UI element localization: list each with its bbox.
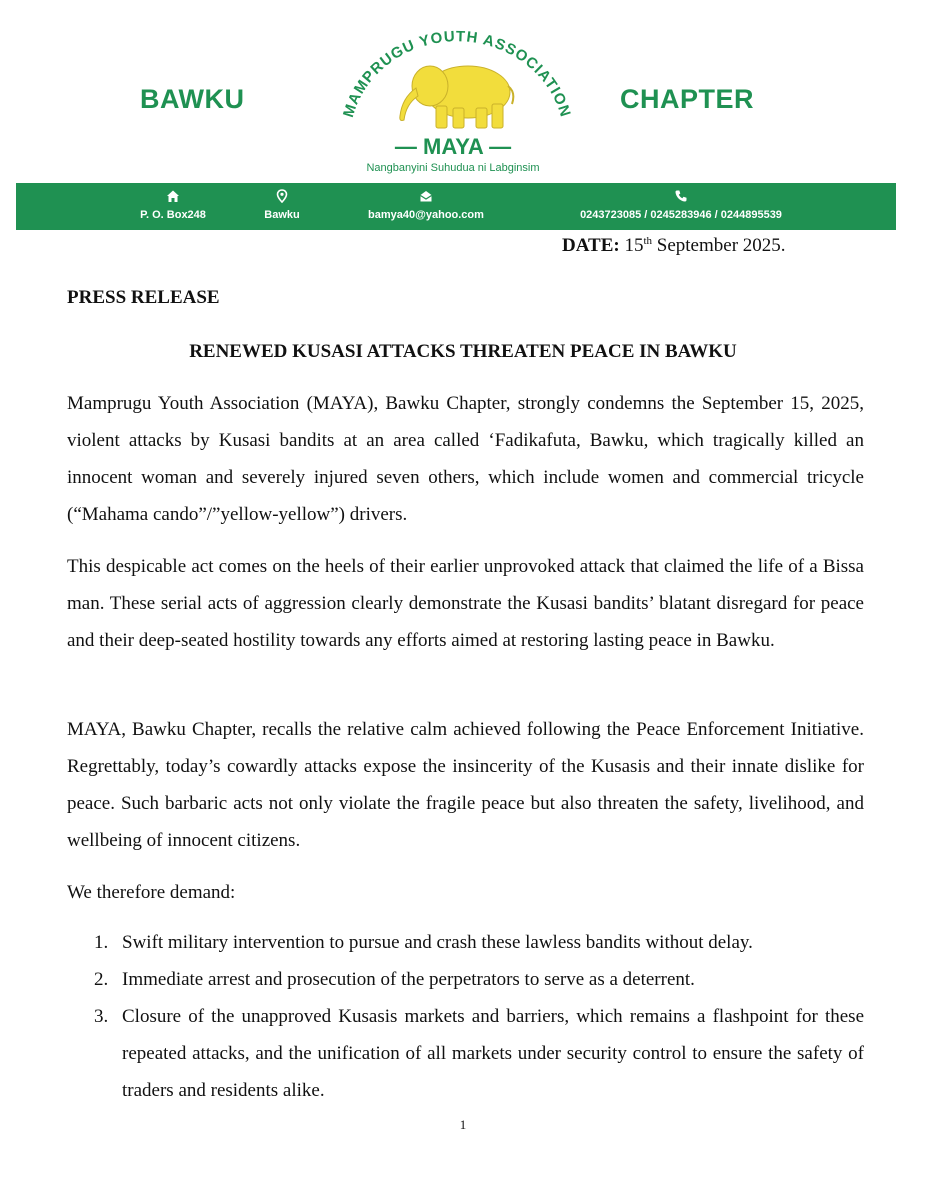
page-number: 1 xyxy=(459,1117,467,1132)
date-label: DATE: xyxy=(562,235,620,256)
home-icon xyxy=(166,189,180,203)
contact-email xyxy=(346,183,506,230)
phones-text: 0243723085 / 0245283946 / 0244895539 xyxy=(580,209,782,221)
list-item-text: Immediate arrest and prosecution of the perpetrators to serve as a deterrent. xyxy=(122,969,695,990)
logo-arc-text: MAMPRUGU YOUTH ASSOCIATION xyxy=(339,28,574,120)
paragraph-earlier-attack: This despicable act comes on the heels of their earlier unprovoked attack that claimed the life of a Bissa man. These serial acts of aggression clearly demonstrate the Kusasi bandits’ blatant disregard for peace and their deep-seated hostility towards any efforts aimed at restoring lasting peace in Bawku. xyxy=(67,556,864,651)
list-item xyxy=(67,924,864,961)
page-title: RENEWED KUSASI ATTACKS THREATEN PEACE IN BAWKU xyxy=(189,341,737,362)
email-link[interactable]: bamya40@yahoo.com xyxy=(368,209,484,221)
date-suffix: th xyxy=(643,235,653,247)
location-text: Bawku xyxy=(264,209,300,221)
demand-list xyxy=(67,924,864,1109)
list-item-text: Closure of the unapproved Kusasis markets and barriers, which remains a flashpoint for these repeated attacks, and the unification of all markets under security control to ensure the safety of traders and residents alike. xyxy=(122,1006,864,1101)
list-item-number: 2. xyxy=(94,969,109,990)
paragraph-demand-intro: We therefore demand: xyxy=(67,882,236,903)
maya-logo xyxy=(318,28,588,178)
elephant-icon xyxy=(400,66,513,128)
contact-bar xyxy=(16,183,896,230)
paragraph-condemnation: Mamprugu Youth Association (MAYA), Bawku Chapter, strongly condemns the September 15, 2025, violent attacks by Kusasi bandits at an area called ‘Fadikafuta, Bawku, which tragically killed an innocent woman and severely injured seven others, which include women and commercial tricycle (“Mahama cando”/”yellow-yellow”) drivers. xyxy=(67,393,864,525)
letterhead-right-word: CHAPTER xyxy=(620,84,755,114)
press-release-label: PRESS RELEASE xyxy=(67,287,220,308)
list-item xyxy=(67,998,864,1109)
list-item-text: Swift military intervention to pursue and crash these lawless bandits without delay. xyxy=(122,932,753,953)
date-day: 15 xyxy=(624,235,644,256)
list-item xyxy=(67,961,864,998)
logo-acronym: — MAYA — xyxy=(394,134,512,159)
date-rest: September 2025. xyxy=(652,235,786,256)
location-pin-icon xyxy=(275,189,289,203)
contact-phones xyxy=(546,183,816,230)
logo-motto: Nangbanyini Suhudua ni Labginsim xyxy=(366,162,540,174)
address-text: P. O. Box248 xyxy=(140,209,206,221)
letterhead-left-word: BAWKU xyxy=(140,84,245,114)
paragraph-peace-initiative: MAYA, Bawku Chapter, recalls the relative calm achieved following the Peace Enforcement Initiative. Regrettably, today’s cowardly attacks expose the insincerity of the Kusasis and their innate dislike for peace. Such barbaric acts not only violate the fragile peace but also threaten the safety, livelihood, and wellbeing of innocent citizens. xyxy=(67,719,864,851)
list-item-number: 1. xyxy=(94,932,109,953)
contact-address xyxy=(118,183,228,230)
mail-icon xyxy=(419,189,433,203)
list-item-number: 3. xyxy=(94,1006,109,1027)
date-line xyxy=(562,235,786,257)
phone-icon xyxy=(674,189,688,203)
contact-location xyxy=(252,183,312,230)
